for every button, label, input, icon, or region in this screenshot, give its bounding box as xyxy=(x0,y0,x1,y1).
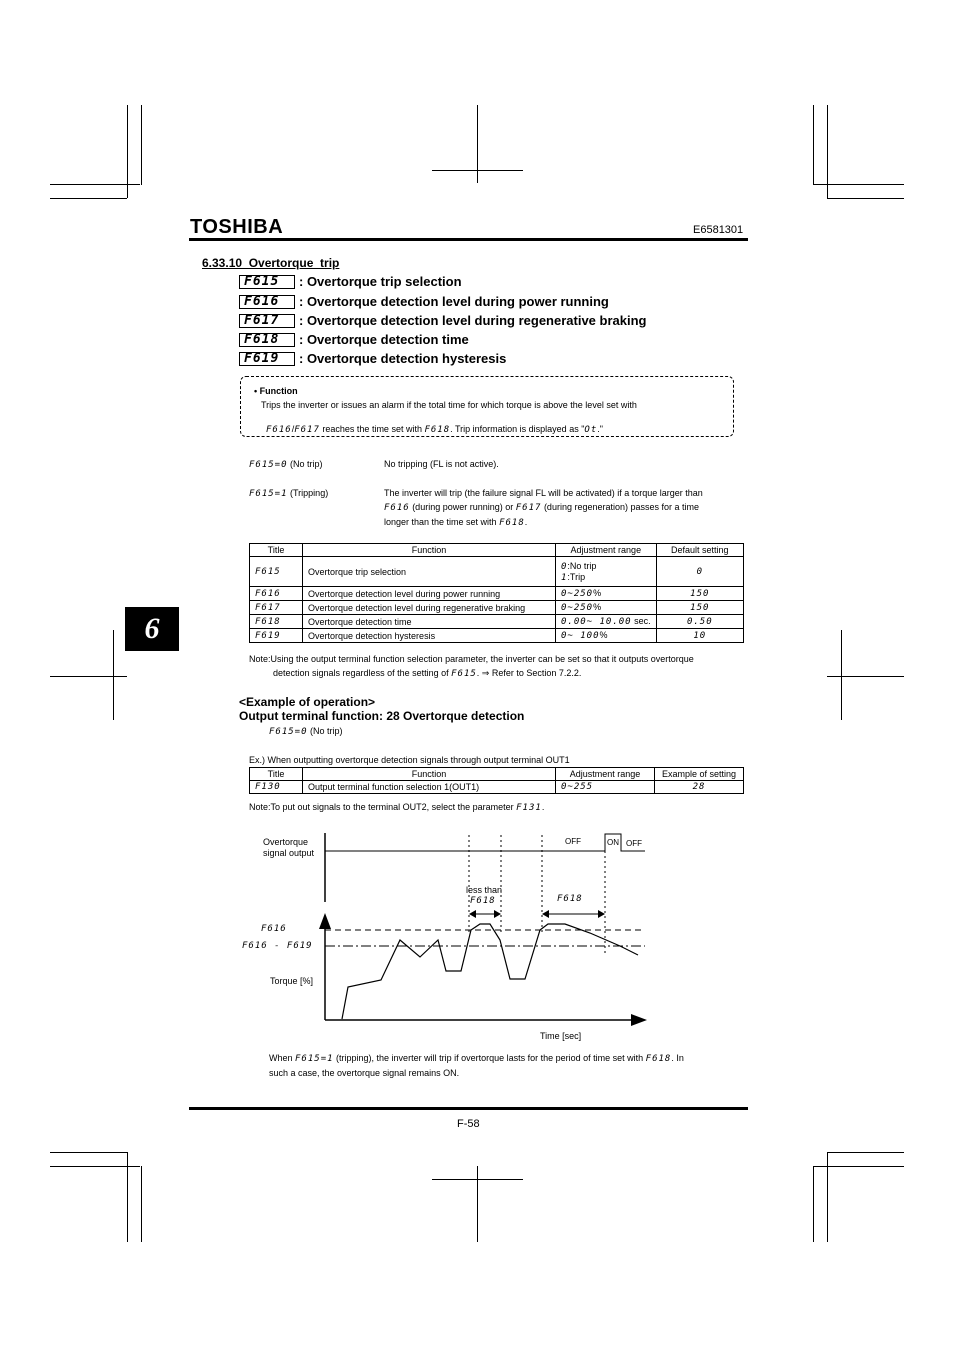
cell-title: F615 xyxy=(250,557,303,587)
range-code: 0.00~ 10.00 xyxy=(561,617,632,627)
cell-range: 0~255 xyxy=(556,781,655,794)
param-desc: : Overtorque detection level during regenerative braking xyxy=(299,313,647,328)
col-range: Adjustment range xyxy=(556,768,655,781)
range-code: 1 xyxy=(561,572,568,583)
cell-title: F619 xyxy=(250,629,303,643)
example-ex-line: Ex.) When outputting overtorque detection signals through output terminal OUT1 xyxy=(249,755,570,765)
range-code: 0 xyxy=(561,561,568,572)
cell-function: Overtorque trip selection xyxy=(303,557,556,587)
param-code: F617 xyxy=(294,425,320,435)
param-code: F618 xyxy=(239,333,295,347)
col-function: Function xyxy=(303,768,556,781)
range-text: sec. xyxy=(631,616,651,626)
chapter-tab: 6 xyxy=(125,607,179,651)
cell-function: Output terminal function selection 1(OUT1) xyxy=(303,781,556,794)
separator: / xyxy=(291,424,295,434)
footer-rule xyxy=(189,1107,748,1110)
text: ." xyxy=(597,424,603,434)
cell-example: 28 xyxy=(655,781,744,794)
text: . In xyxy=(671,1053,684,1063)
toshiba-logo: TOSHIBA xyxy=(190,216,284,238)
setting-no-trip-desc: No tripping (FL is not active). xyxy=(384,459,499,469)
range-code: 0~250 xyxy=(561,589,594,599)
range-text: :No trip xyxy=(567,560,597,571)
text: (during power running) or xyxy=(409,502,516,512)
arrow-head xyxy=(598,910,605,918)
col-title: Title xyxy=(250,768,303,781)
param-desc: : Overtorque detection time xyxy=(299,332,469,347)
cell-default: 10 xyxy=(656,629,743,643)
less-than-label: less than xyxy=(466,885,503,895)
cell-default: 0 xyxy=(656,557,743,587)
cell-title: F617 xyxy=(250,601,303,615)
text: . ⇒ Refer to Section 7.2.2. xyxy=(476,668,582,678)
param-code: F615=1 xyxy=(249,489,288,499)
range-code: 0~ 100 xyxy=(561,631,600,641)
param-desc: : Overtorque detection level during power running xyxy=(299,294,609,309)
function-line1: Trips the inverter or issues an alarm if the total time for which torque is above the level set with xyxy=(261,400,637,410)
example-title: <Example of operation> xyxy=(239,695,376,709)
setting-trip-desc1: The inverter will trip (the failure signal FL will be activated) if a torque larger than xyxy=(384,488,703,498)
param-code: F615=0 xyxy=(269,727,308,737)
cell-default: 150 xyxy=(656,601,743,615)
doc-code: E6581301 xyxy=(693,224,744,236)
col-default: Default setting xyxy=(656,544,743,557)
param-desc: : Overtorque trip selection xyxy=(299,274,462,289)
range-text: % xyxy=(593,602,602,612)
param-desc: : Overtorque detection hysteresis xyxy=(299,351,507,366)
off-label: OFF xyxy=(626,839,642,848)
cell-title: F618 xyxy=(250,615,303,629)
text: longer than the time set with xyxy=(384,517,500,527)
torque-axis-label: Torque [%] xyxy=(270,976,314,986)
signal-label-2: signal output xyxy=(263,848,315,858)
off-label: OFF xyxy=(565,837,581,846)
text: (No trip) xyxy=(287,459,323,469)
cell-function: Overtorque detection time xyxy=(303,615,556,629)
param-code: F618 xyxy=(424,425,451,435)
param-code: F616 xyxy=(239,295,295,309)
range-code: 0~250 xyxy=(561,603,594,613)
text: . xyxy=(524,517,528,527)
table1-note-line1: Note:Using the output terminal function selection parameter, the inverter can be set so that it outputs overtorque xyxy=(249,654,694,664)
param-code: F619 xyxy=(239,352,295,366)
param-code: F618 xyxy=(645,1054,672,1064)
param-code: F615 xyxy=(239,275,295,289)
text: When xyxy=(269,1053,296,1063)
less-than-code: F618 xyxy=(470,896,496,906)
col-example: Example of setting xyxy=(655,768,744,781)
trip-code: Ot xyxy=(584,425,598,435)
cell-function: Overtorque detection level during power running xyxy=(303,587,556,601)
section-heading: 6.33.10 Overtorque trip xyxy=(202,256,340,270)
arrow-head xyxy=(542,910,549,918)
closing-text-line2: such a case, the overtorque signal remains ON. xyxy=(269,1068,460,1078)
time-axis-label: Time [sec] xyxy=(540,1031,582,1041)
example-subtitle: Output terminal function: 28 Overtorque detection xyxy=(239,709,525,723)
level-f616-label: F616 xyxy=(261,924,287,934)
on-label: ON xyxy=(607,838,619,847)
range-text: % xyxy=(599,630,608,640)
param-code: F616 xyxy=(266,425,292,435)
torque-axis-arrow xyxy=(319,913,331,929)
text: (No trip) xyxy=(307,726,343,736)
function-title: • Function xyxy=(254,386,298,396)
level-hysteresis-label: F616 - F619 xyxy=(242,941,313,951)
text: (tripping), the inverter will trip if overtorque lasts for the period of time set with xyxy=(333,1053,646,1063)
torque-curve xyxy=(342,924,638,1019)
col-title: Title xyxy=(250,544,303,557)
col-range: Adjustment range xyxy=(556,544,657,557)
cell-title: F130 xyxy=(250,781,303,794)
signal-output-line xyxy=(325,834,645,851)
param-code: F131 xyxy=(516,803,542,813)
cell-function: Overtorque detection level during regenerative braking xyxy=(303,601,556,615)
arrow-head xyxy=(469,910,476,918)
text: reaches the time set with xyxy=(319,424,425,434)
signal-label-1: Overtorque xyxy=(263,837,309,847)
range-text: :Trip xyxy=(567,571,586,582)
text: (during regeneration) passes for a time xyxy=(541,502,700,512)
text: Note:To put out signals to the terminal OUT2, select the parameter xyxy=(249,802,517,812)
time-code: F618 xyxy=(557,894,583,904)
page-number: F-58 xyxy=(457,1118,480,1130)
time-axis-arrow xyxy=(631,1014,647,1026)
param-code: F615 xyxy=(451,669,477,679)
param-code: F616 xyxy=(384,503,410,513)
cell-function: Overtorque detection hysteresis xyxy=(303,629,556,643)
range-text: % xyxy=(593,588,602,598)
col-function: Function xyxy=(303,544,556,557)
param-code: F615=0 xyxy=(249,460,288,470)
param-code: F617 xyxy=(239,314,295,328)
text: . Trip information is displayed as " xyxy=(450,424,585,434)
arrow-head xyxy=(494,910,501,918)
param-code: F615=1 xyxy=(295,1054,334,1064)
param-code: F617 xyxy=(515,503,542,513)
closing-text-line1 xyxy=(269,1053,684,1064)
text: (Tripping) xyxy=(287,488,329,498)
cell-default: 0.50 xyxy=(656,615,743,629)
cell-title: F616 xyxy=(250,587,303,601)
param-code: F618 xyxy=(499,518,525,528)
text: . xyxy=(541,802,545,812)
cell-default: 150 xyxy=(656,587,743,601)
text: detection signals regardless of the setting of xyxy=(273,668,452,678)
